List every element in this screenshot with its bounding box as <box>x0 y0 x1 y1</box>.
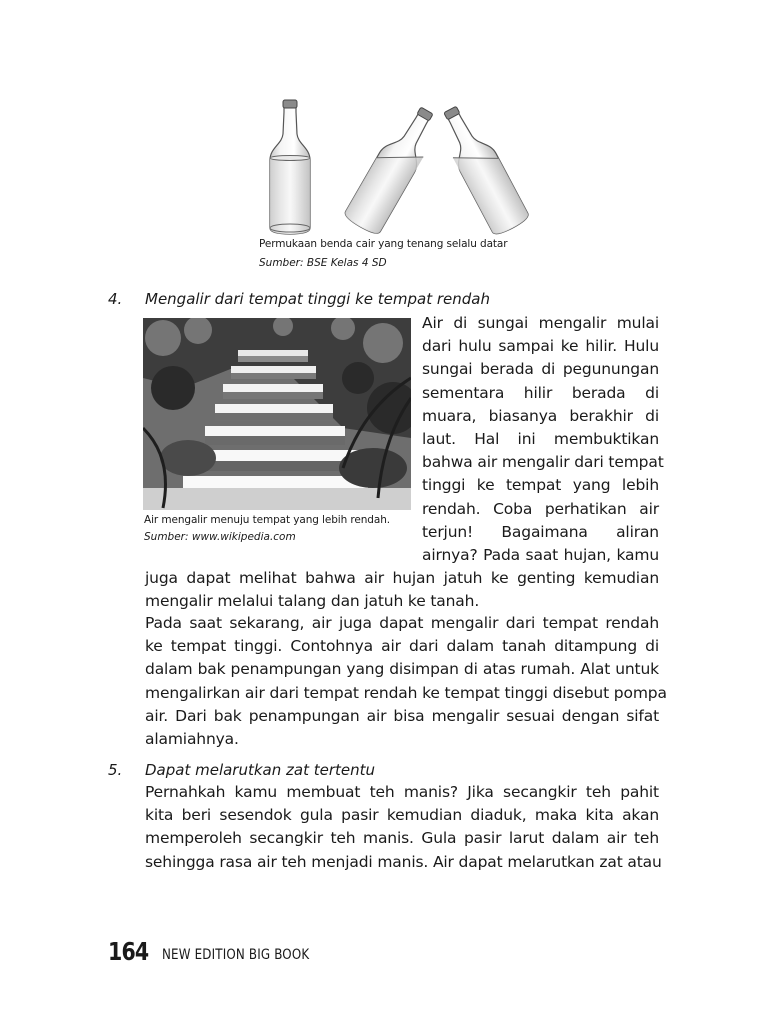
waterfall-svg <box>143 318 411 510</box>
text-line: sungai berada di pegunungan <box>422 360 659 379</box>
waterfall-caption: Air mengalir menuju tempat yang lebih rendah. <box>144 514 391 526</box>
bottles-caption: Permukaan benda cair yang tenang selalu datar <box>259 238 508 250</box>
text-line: alamiahnya. <box>145 730 239 749</box>
text-line: airnya? Pada saat hujan, kamu <box>422 546 659 565</box>
text-line: Pernahkah kamu membuat teh manis? Jika secangkir teh pahit <box>145 783 659 801</box>
text-line: mengalirkan air dari tempat rendah ke tempat tinggi disebut pompa <box>145 683 667 702</box>
text-line: rendah. Coba perhatikan air <box>422 499 659 518</box>
page-number: 164 <box>108 937 149 966</box>
text-line: sehingga rasa air teh menjadi manis. Air dapat melarutkan zat atau <box>145 852 662 871</box>
text-line: terjun! Bagaimana aliran <box>422 522 659 541</box>
section-4-number: 4. <box>108 290 123 308</box>
bottles-svg <box>250 98 540 238</box>
section-5-number: 5. <box>108 761 123 779</box>
text-line: kita beri sesendok gula pasir kemudian diaduk, maka kita akan <box>145 806 659 825</box>
bottle-tilted-left <box>432 100 530 237</box>
waterfall-source: Sumber: www.wikipedia.com <box>144 531 296 543</box>
bottles-source: Sumber: BSE Kelas 4 SD <box>259 257 387 269</box>
text-line: mengalir melalui talang dan jatuh ke tanah. <box>145 592 480 611</box>
section-4-title: Mengalir dari tempat tinggi ke tempat rendah <box>145 290 490 308</box>
bottle-upright <box>270 100 310 234</box>
text-line: Air di sungai mengalir mulai <box>422 314 659 332</box>
text-line: dalam bak penampungan yang disimpan di atas rumah. Alat untuk <box>145 660 659 679</box>
text-line: bahwa air mengalir dari tempat <box>422 453 664 472</box>
text-line: memperoleh secangkir teh manis. Gula pasir larut dalam air teh <box>145 829 659 848</box>
bottles-illustration <box>250 98 540 238</box>
text-line: muara, biasanya berakhir di <box>422 406 659 425</box>
section-4-continuation <box>145 567 659 613</box>
section-5-paragraph <box>145 781 662 874</box>
text-line: dari hulu sampai ke hilir. Hulu <box>422 337 659 356</box>
waterfall-photo <box>143 318 411 510</box>
bottle-tilted-right <box>343 101 445 237</box>
text-line: sementara hilir berada di <box>422 383 659 402</box>
book-title: NEW EDITION BIG BOOK <box>162 947 310 963</box>
text-line: ke tempat tinggi. Contohnya air dari dalam tanah ditampung di <box>145 637 659 656</box>
text-line: air. Dari bak penampungan air bisa mengalir sesuai dengan sifat <box>145 706 659 725</box>
section-5-title: Dapat melarutkan zat tertentu <box>145 761 376 779</box>
text-line: laut. Hal ini membuktikan <box>422 430 659 449</box>
text-line: Pada saat sekarang, air juga dapat mengalir dari tempat rendah <box>145 614 659 632</box>
text-line: tinggi ke tempat yang lebih <box>422 476 659 495</box>
text-line: juga dapat melihat bahwa air hujan jatuh ke genting kemudian <box>145 569 659 587</box>
section-4-paragraph-2 <box>145 612 667 751</box>
section-4-side-text <box>422 312 664 567</box>
